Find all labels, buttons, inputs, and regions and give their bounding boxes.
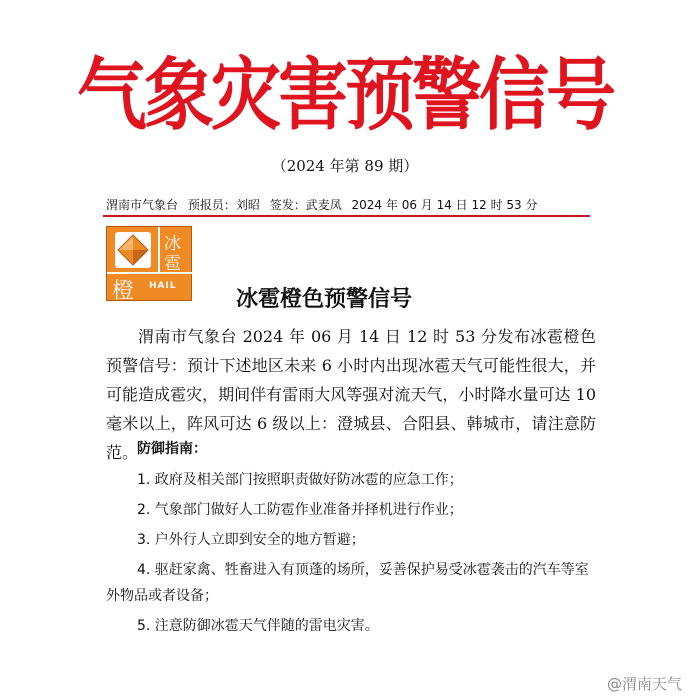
header-divider [103,215,590,217]
weibo-watermark: @渭南天气 [606,675,682,693]
hail-orange-warning-badge [106,226,192,304]
defense-guide-list [106,467,592,643]
document-title: 气象灾害预警信号 [77,49,613,141]
list-item: 4. 驱赶家禽、牲畜进入有顶蓬的场所，妥善保护易受冰雹袭击的汽车等室外物品或者设备； [106,562,589,604]
badge-char-ice: 冰 [164,234,181,254]
badge-char-orange: 橙 [112,279,135,304]
signer: 签发：武麦凤 [269,198,342,212]
badge-label-en: HAIL [149,281,177,291]
issuer-info [106,196,543,213]
badge-divider [158,227,160,272]
warning-headline: 冰雹橙色预警信号 [236,287,413,312]
defense-guide-title: 防御指南： [137,441,207,457]
list-item: 3. 户外行人立即到安全的地方暂避； [137,532,365,548]
list-item: 1. 政府及相关部门按照职责做好防冰雹的应急工作； [137,472,463,488]
issue-datetime: 2024 年 06 月 14 日 12 时 53 分 [351,198,538,212]
forecaster: 预报员：刘昭 [187,198,260,212]
issue-number: （2024 年第 89 期） [271,157,419,175]
hail-diamond-icon [115,232,151,268]
list-item: 5. 注意防御冰雹天气伴随的雷电灾害。 [137,618,379,634]
warning-body: 渭南市气象台 2024 年 06 月 14 日 12 时 53 分发布冰雹橙色预警信号：预计下述地区未来 6 小时内出现冰雹天气可能性很大，并可能造成雹灾，期间伴有雷雨大风等强对流天气，小时降水量可达 10 毫米以上，阵风可达 6 级以上：澄城县、合阳县、韩城市，请注意防范。 [106,327,596,462]
issuing-agency: 渭南市气象台 [106,198,179,212]
list-item: 2. 气象部门做好人工防雹作业准备并择机进行作业； [137,502,463,518]
badge-char-hail: 雹 [164,254,181,274]
